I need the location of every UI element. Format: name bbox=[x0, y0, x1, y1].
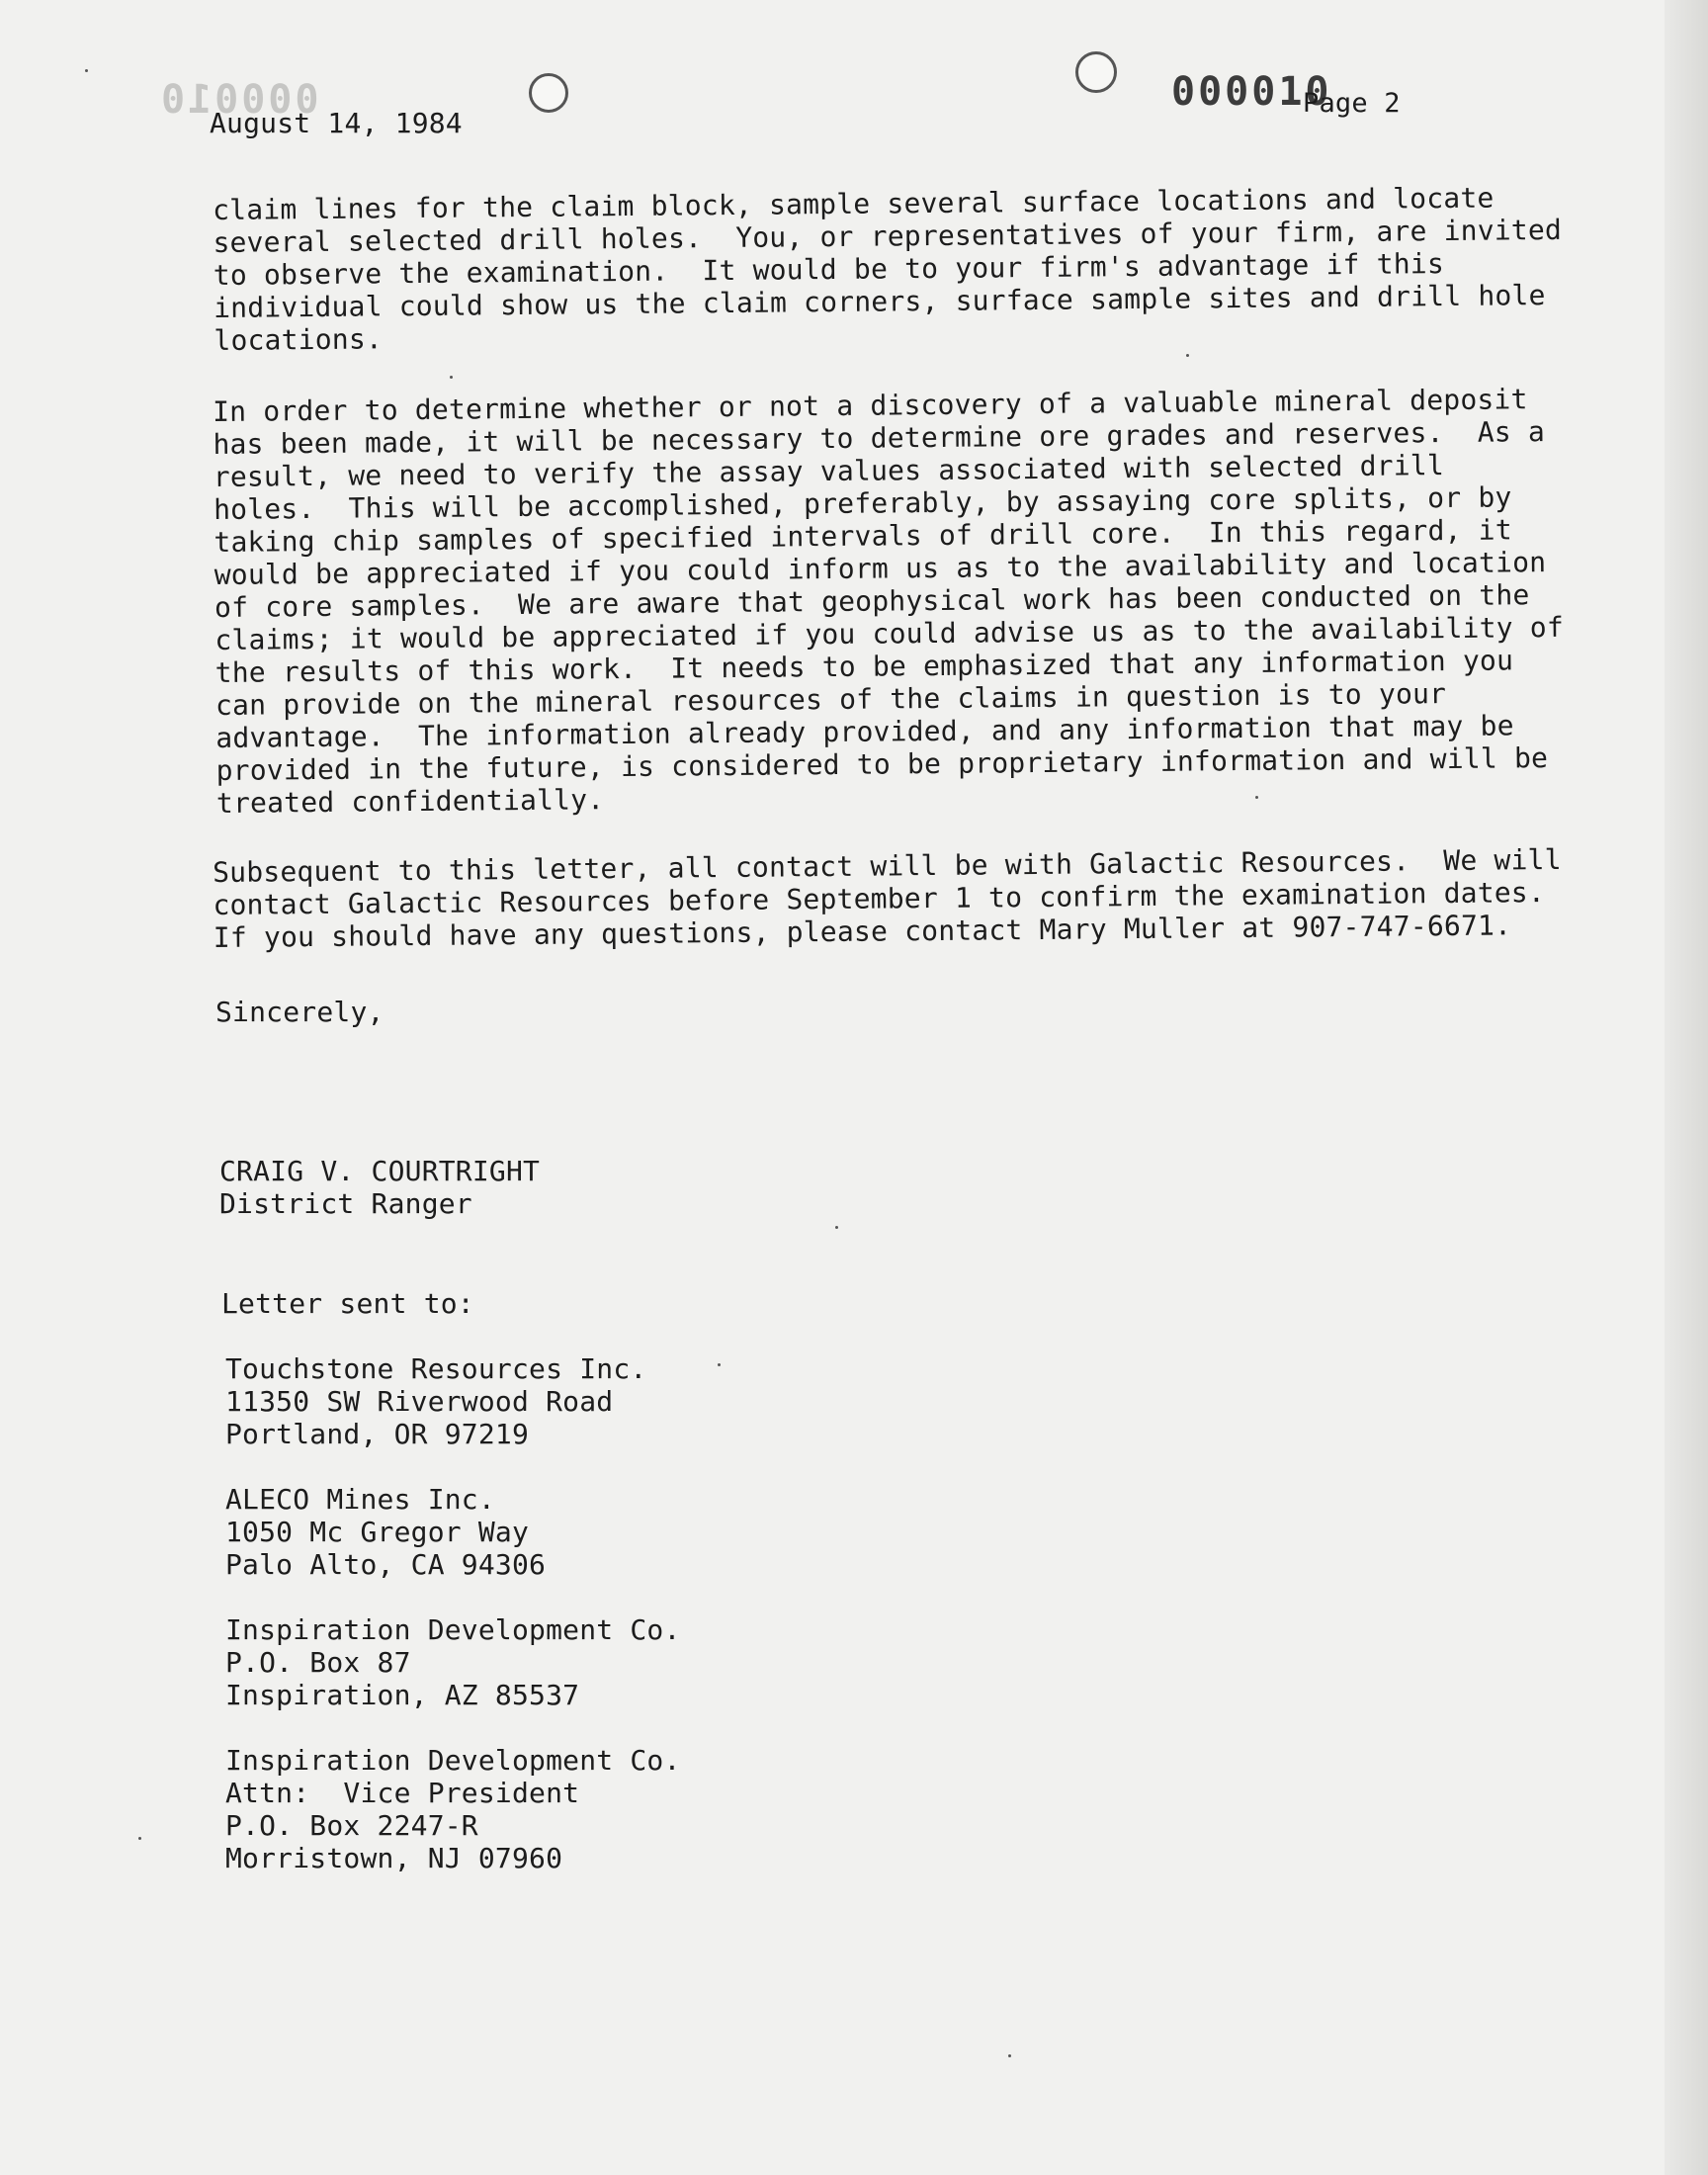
address-line: 11350 SW Riverwood Road bbox=[225, 1385, 614, 1418]
document-stamp-number: 000010 bbox=[1171, 69, 1332, 115]
scan-speck bbox=[718, 1363, 721, 1366]
text-line: advantage. The information already provided, and any information that may be bbox=[215, 709, 1514, 754]
text-line: locations. bbox=[214, 322, 384, 357]
text-line: can provide on the mineral resources of the claims in question is to your bbox=[214, 677, 1447, 722]
body-paragraph-1 bbox=[213, 181, 1563, 357]
text-line: would be appreciated if you could inform us as to the availability and location bbox=[214, 546, 1547, 591]
address-line: Inspiration Development Co. bbox=[225, 1744, 681, 1777]
text-line: holes. This will be accomplished, preferably, by assaying core splits, or by bbox=[213, 480, 1512, 526]
text-line: individual could show us the claim corners, surface sample sites and drill hole bbox=[213, 279, 1546, 324]
text-line: the results of this work. It needs to be emphasized that any information you bbox=[214, 644, 1514, 689]
punch-hole-right bbox=[1075, 51, 1117, 93]
punch-hole-left bbox=[529, 73, 568, 113]
text-line: result, we need to verify the assay values associated with selected drill bbox=[213, 449, 1445, 493]
text-line: treated confidentially. bbox=[215, 783, 605, 820]
scan-speck bbox=[85, 69, 88, 72]
address-line: Portland, OR 97219 bbox=[225, 1418, 530, 1450]
text-line: claims; it would be appreciated if you could advise us as to the availability of bbox=[214, 610, 1565, 656]
signer-title: District Ranger bbox=[219, 1187, 472, 1220]
signature-block bbox=[219, 1155, 540, 1220]
text-line: of core samples. We are aware that geophysical work has been conducted on the bbox=[214, 578, 1530, 624]
recipient-address-3 bbox=[225, 1613, 681, 1711]
recipients-label: Letter sent to: bbox=[221, 1287, 474, 1320]
signer-name: CRAIG V. COURTRIGHT bbox=[219, 1155, 541, 1187]
scan-speck bbox=[835, 1226, 838, 1229]
body-paragraph-3 bbox=[213, 842, 1562, 954]
recipient-address-1 bbox=[225, 1352, 646, 1450]
text-line: to observe the examination. It would be to your firm's advantage if this bbox=[213, 247, 1445, 292]
text-line: claim lines for the claim block, sample several surface locations and locate bbox=[213, 181, 1494, 226]
scan-speck bbox=[138, 1837, 141, 1840]
text-line: If you should have any questions, please contact Mary Muller at 907-747-6671. bbox=[213, 909, 1512, 954]
text-line: Subsequent to this letter, all contact will be with Galactic Resources. We will bbox=[213, 842, 1562, 889]
page-edge-shadow bbox=[1665, 0, 1708, 2175]
scan-speck bbox=[1186, 354, 1189, 357]
text-line: In order to determine whether or not a discovery of a valuable mineral deposit bbox=[213, 383, 1528, 428]
address-line: Touchstone Resources Inc. bbox=[225, 1352, 647, 1385]
body-paragraph-2 bbox=[213, 383, 1565, 820]
text-line: has been made, it will be necessary to determine ore grades and reserves. As a bbox=[213, 415, 1546, 461]
address-line: ALECO Mines Inc. bbox=[225, 1483, 495, 1516]
address-line: Inspiration, AZ 85537 bbox=[225, 1679, 580, 1711]
address-line: Attn: Vice President bbox=[225, 1777, 580, 1809]
scan-speck bbox=[450, 376, 453, 379]
text-line: several selected drill holes. You, or representatives of your firm, are invited bbox=[213, 213, 1563, 259]
closing-salutation: Sincerely, bbox=[215, 996, 384, 1028]
address-line: 1050 Mc Gregor Way bbox=[225, 1516, 530, 1548]
address-line: Morristown, NJ 07960 bbox=[225, 1842, 563, 1874]
text-line: provided in the future, is considered to be proprietary information and will be bbox=[215, 741, 1549, 787]
page-number: Page 2 bbox=[1303, 88, 1401, 119]
address-line: Palo Alto, CA 94306 bbox=[225, 1548, 547, 1581]
scan-speck bbox=[1255, 796, 1258, 799]
recipient-address-2 bbox=[225, 1483, 546, 1581]
scan-speck bbox=[1008, 2054, 1011, 2057]
address-line: P.O. Box 2247-R bbox=[225, 1809, 478, 1842]
stamp-bleed-through: 000010 bbox=[158, 77, 319, 123]
address-line: P.O. Box 87 bbox=[225, 1646, 411, 1679]
recipient-address-4 bbox=[225, 1744, 681, 1874]
text-line: taking chip samples of specified intervals of drill core. In this regard, it bbox=[214, 513, 1512, 559]
address-line: Inspiration Development Co. bbox=[225, 1613, 681, 1646]
letter-date: August 14, 1984 bbox=[210, 107, 463, 139]
text-line: contact Galactic Resources before September 1 to confirm the examination dates. bbox=[213, 876, 1546, 921]
